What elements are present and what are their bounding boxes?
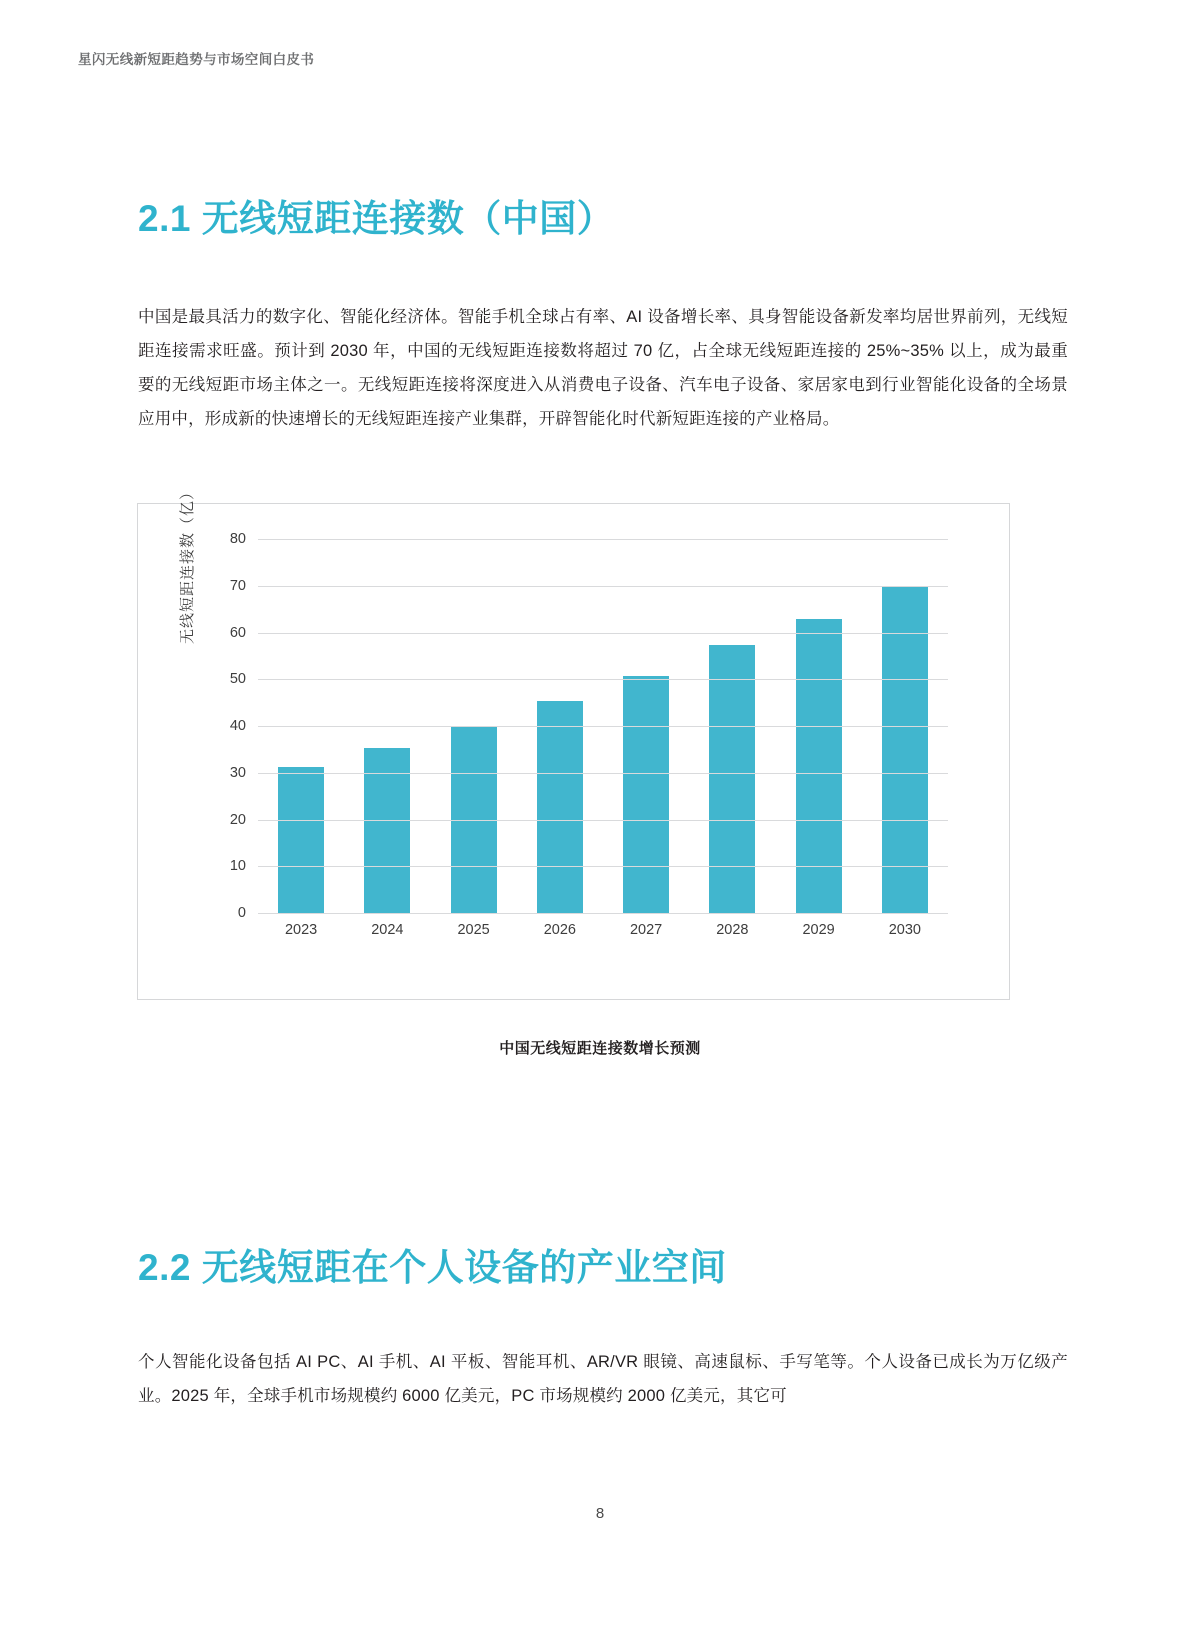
section-paragraph-2-2: 个人智能化设备包括 AI PC、AI 手机、AI 平板、智能耳机、AR/VR 眼镜、高速鼠标、手写笔等。个人设备已成长为万亿级产业。2025 年，全球手机市场规模约 6000 亿美元，PC 市场规模约 2000 亿美元，其它可 <box>138 1352 1068 1405</box>
chart-y-tick-label: 10 <box>229 858 246 875</box>
chart-x-tick-label: 2025 <box>457 922 490 938</box>
chart-gridline <box>229 811 948 828</box>
chart-bar <box>623 676 669 914</box>
chart-x-tick-label: 2023 <box>284 922 318 938</box>
chart-gridline <box>229 858 948 875</box>
chart-y-tick-label: 50 <box>229 671 246 688</box>
chart-bar <box>278 767 324 914</box>
chart-bars <box>258 540 948 914</box>
chart-gridline <box>229 577 948 594</box>
chart-bar-slot <box>603 540 689 914</box>
chart-bar <box>709 645 755 914</box>
chart-x-tick-label: 2026 <box>543 922 576 938</box>
chart-y-tick-label: 40 <box>229 718 246 734</box>
chart-bar <box>882 587 928 914</box>
chart-y-tick-label: 0 <box>237 905 246 921</box>
chart-y-tick-label: 30 <box>229 764 246 781</box>
chart-bar-slot <box>862 540 948 914</box>
chart-bar <box>537 701 583 914</box>
page-number: 8 <box>595 1505 605 1522</box>
chart-x-tick-label: 2024 <box>371 922 404 938</box>
chart-gridline <box>229 531 948 547</box>
chart-bar-slot <box>258 540 344 914</box>
chart-bar-slot <box>344 540 430 914</box>
chart-gridline <box>229 764 948 781</box>
chart-bar-slot <box>517 540 603 914</box>
chart-gridline <box>229 718 948 734</box>
chart-bar <box>451 727 497 914</box>
chart-x-tick-label: 2027 <box>629 922 663 938</box>
chart-y-tick-label: 70 <box>229 577 246 594</box>
chart-plot-area <box>229 531 948 921</box>
chart-gridline <box>237 905 948 921</box>
chart-caption: 中国无线短距连接数增长预测 <box>499 1040 701 1057</box>
section-heading-2-2: 2.2 无线短距在个人设备的产业空间 <box>138 1246 727 1288</box>
chart-bar-slot <box>689 540 775 914</box>
chart-x-tick-label: 2030 <box>888 922 921 938</box>
section-heading-2-1: 2.1 无线短距连接数（中国） <box>138 197 615 239</box>
chart-y-tick-label: 60 <box>229 624 246 641</box>
chart-gridline <box>229 671 948 688</box>
chart-bar <box>796 619 842 914</box>
chart-y-tick-label: 80 <box>229 531 246 547</box>
chart-x-tick-label: 2029 <box>802 922 835 938</box>
chart-x-tick-labels <box>258 922 948 938</box>
chart-y-tick-label: 20 <box>229 811 246 828</box>
section-paragraph-2-1: 中国是最具活力的数字化、智能化经济体。智能手机全球占有率、AI 设备增长率、具身智能设备新发率均居世界前列，无线短距连接需求旺盛。预计到 2030 年，中国的无线短距连接数将超过 70 亿，占全球无线短距连接的 25%~35% 以上，成为最重要的无线短距市场主体之一。无线短距连接将深度进入从消费电子设备、汽车电子设备、家居家电到行业智能化设备的全场景应用中，形成新的快速增长的无线短距连接产业集群，开辟智能化时代新短距连接的产业格局。 <box>138 307 1068 428</box>
chart-container <box>137 483 1010 1000</box>
chart-x-tick-label: 2028 <box>716 922 749 938</box>
chart-bar-slot <box>776 540 862 914</box>
chart-bar-slot <box>431 540 517 914</box>
chart-gridline <box>229 624 948 641</box>
running-header: 星闪无线新短距趋势与市场空间白皮书 <box>78 52 315 67</box>
chart-inner <box>138 483 1009 999</box>
chart-y-axis-title: 无线短距连接数（亿） <box>179 483 196 644</box>
